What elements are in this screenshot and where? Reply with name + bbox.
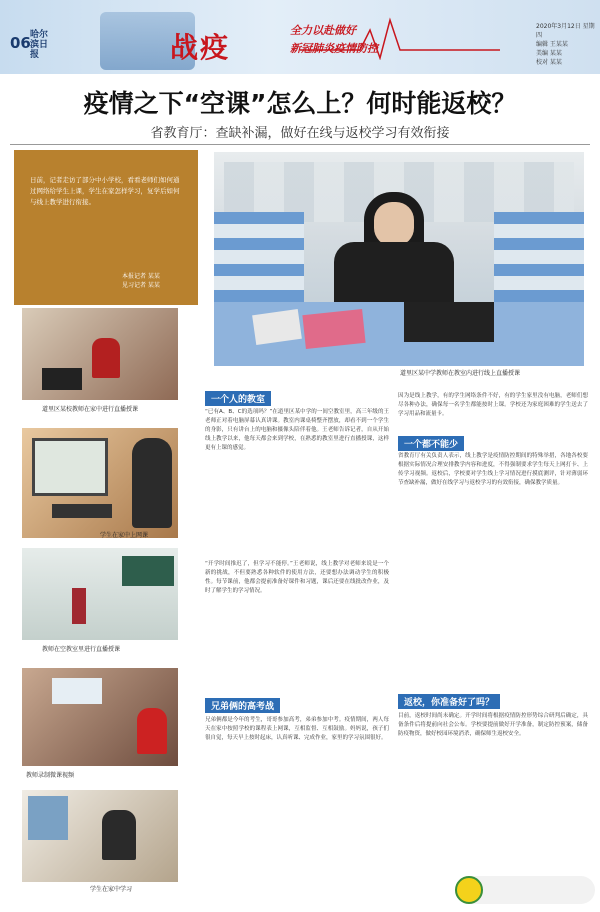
article-text-col1c: 兄弟俩都是今年的考生，哥哥参加高考，弟弟参加中考。疫情期间，两人每天在家中按照学校的课程表上网课，互相监督、互相鼓励。妈妈说，孩子们很自觉，每天早上按时起床，认真听课、完成作业，家里的学习氛围很好。 bbox=[205, 717, 389, 741]
photo-student-computer bbox=[22, 428, 178, 538]
masthead-banner bbox=[0, 0, 600, 74]
headline: 疫情之下“空课”怎么上？何时能返校？ bbox=[83, 89, 517, 118]
photo-caption-2: 学生在家中上网课 bbox=[100, 532, 149, 539]
article-text-col2a: 因为是线上教学，有的学生网络条件不好，有的学生家里没有电脑，老师们想尽各种办法，确保每一名学生都能按时上课。学校还为家庭困难的学生送去了学习用品和流量卡。 bbox=[398, 393, 588, 417]
main-photo-caption: 道里区某中学教师在教室内进行线上直播授课 bbox=[400, 370, 521, 377]
issue-meta: 2020年3月12日 星期四 编辑 王某某 美编 某某 校对 某某 bbox=[536, 23, 595, 66]
section-title: 战疫 bbox=[170, 31, 231, 64]
article-text-col1a: “已有A、B、C的选项吗？”在道里区某中学的一间空教室里，高三年级的王老师正对着电脑屏幕认真讲课。教室内课桌椅整齐摆放，却看不到一个学生的身影，只有讲台上的电脑和摄像头陪伴着他。王老师告诉记者，自从开始线上教学以来，他每天都会来到学校，在熟悉的教室里进行直播授课，这样更有上课的感觉。 bbox=[205, 409, 389, 451]
site-logo bbox=[455, 876, 595, 904]
photo-caption-3: 教师在空教室里进行直播授课 bbox=[42, 646, 121, 653]
photo-teacher-home bbox=[22, 308, 178, 400]
photo-student-study bbox=[22, 790, 178, 882]
main-photo-classroom bbox=[214, 152, 584, 366]
photo-empty-classroom bbox=[22, 548, 178, 640]
newspaper-name: 哈尔滨日报 bbox=[30, 30, 49, 60]
section-heading-3: 兄弟俩的高考战 bbox=[205, 698, 280, 713]
section-heading-2: 一个都不能少 bbox=[398, 436, 464, 451]
divider bbox=[10, 144, 590, 145]
section-heading-4: 返校，你准备好了吗？ bbox=[398, 694, 500, 709]
slogan-line-1: 全力以赴做好 bbox=[290, 24, 356, 37]
photo-caption-1: 道里区某校教师在家中进行直播授课 bbox=[42, 406, 139, 413]
article-text-col2c: 目前，返校时间尚未确定。开学时间将根据疫情防控形势综合研判后确定，具备条件后将提前向社会公布。学校要提前做好开学准备，制定防控预案，储备防疫物资，做好校园环境消杀，确保师生返校安全。 bbox=[398, 713, 588, 737]
lead-text: 日前，记者走访了部分中小学校，看看老师们如何通过网络给学生上课，学生在家怎样学习，复学后如何与线上教学进行衔接。 bbox=[30, 176, 180, 206]
photo-caption-4: 教师录制微课视频 bbox=[26, 772, 75, 779]
logo-icon bbox=[455, 876, 483, 904]
subheadline: 省教育厅：查缺补漏，做好在线与返校学习有效衔接 bbox=[150, 126, 450, 141]
section-heading-1: 一个人的教室 bbox=[205, 391, 271, 406]
article-text-col1b: “开学时间推迟了，但学习不能停。”王老师说，线上教学对老师来说是一个新的挑战，不但要熟悉各种软件的使用方法，还要想办法调动学生的积极性。每节课前，他都会提前准备好课件和习题，课后还要在线批改作业，及时了解学生的学习情况。 bbox=[205, 561, 389, 594]
article-text-col2b: 省教育厅有关负责人表示，线上教学是疫情防控期间的特殊举措，各地各校要根据实际情况合理安排教学内容和进度，不得强制要求学生每天上网打卡、上传学习视频。返校后，学校要对学生线上学习情况进行摸底测评，针对薄弱环节查缺补漏，做好在线学习与返校学习的有效衔接，确保教学质量。 bbox=[398, 453, 588, 486]
byline: 本报记者 某某 见习记者 某某 bbox=[122, 273, 160, 289]
photo-teacher-recording bbox=[22, 668, 178, 766]
page-number: 06 bbox=[10, 34, 31, 52]
photo-caption-5: 学生在家中学习 bbox=[90, 886, 133, 893]
slogan-line-2: 新冠肺炎疫情防控 bbox=[290, 42, 378, 55]
